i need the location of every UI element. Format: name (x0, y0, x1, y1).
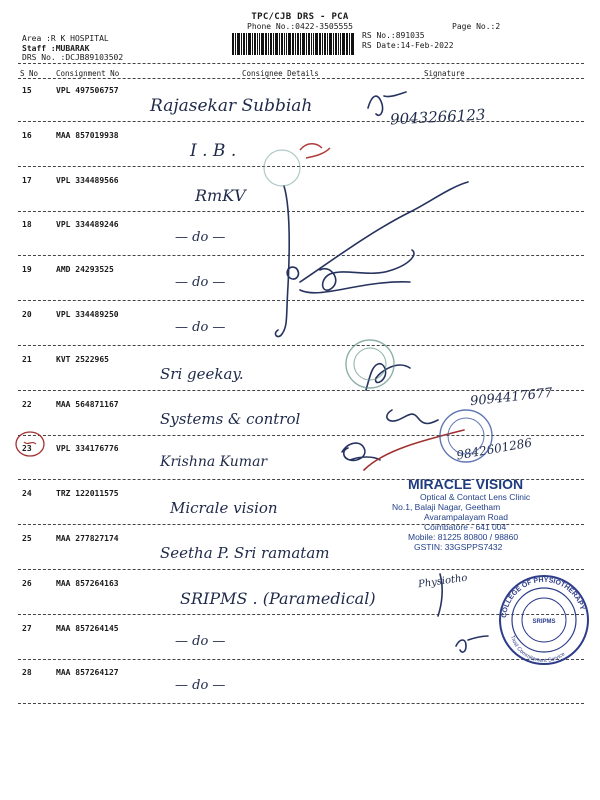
row-sno: 16 (22, 131, 32, 140)
row-consignee-handwritten: RmKV (195, 186, 246, 205)
row-sno: 28 (22, 668, 32, 677)
row-consignee-handwritten: — do — (175, 678, 226, 693)
col-sno: S No (20, 69, 39, 78)
row-consignment-number: KVT 2522965 (56, 355, 109, 364)
row-consignee-handwritten: Rajasekar Subbiah (150, 96, 313, 116)
seal-inner-text: SRIPMS (532, 619, 556, 625)
rs-date: RS Date:14-Feb-2022 (362, 40, 454, 50)
area-label: Area :R K HOSPITAL (22, 34, 109, 43)
row-consignee-handwritten: Sri geekay. (160, 365, 244, 383)
row-consignment-number: AMD 24293525 (56, 265, 114, 274)
row-consignment-number: VPL 334489246 (56, 220, 119, 229)
row-consignment-number: TRZ 122011575 (56, 489, 119, 498)
row-consignee-handwritten: Micrale vision (170, 499, 278, 517)
row-consignment-number: VPL 334489250 (56, 310, 119, 319)
row-sno: 18 (22, 220, 32, 229)
row-consignment-number: MAA 857264145 (56, 624, 119, 633)
row-consignee-handwritten: — do — (175, 634, 226, 649)
stamp-line-1: Optical & Contact Lens Clinic (420, 492, 531, 502)
row-sno: 25 (22, 534, 32, 543)
row-consignment-number: MAA 857264127 (56, 668, 119, 677)
row-consignment-number: VPL 334489566 (56, 176, 119, 185)
stamp-line-6: GSTIN: 33GSPPS7432 (414, 542, 503, 552)
row-consignment-number: MAA 277827174 (56, 534, 119, 543)
row-sno: 27 (22, 624, 32, 633)
row-consignee-handwritten: I . B . (190, 141, 237, 161)
row-sno: 15 (22, 86, 32, 95)
seal-bottom-text: Trust Commitement Service (508, 634, 567, 665)
row-consignment-number: VPL 334176776 (56, 444, 119, 453)
row-sno: 21 (22, 355, 32, 364)
col-signature: Signature (424, 69, 465, 78)
row-consignee-handwritten: — do — (175, 230, 226, 245)
seal-outer-text: COLLEGE OF PHYSIOTHERAPY (501, 576, 586, 619)
stamp-line-3: Avarampalayam Road (424, 512, 508, 522)
row-consignee-handwritten: — do — (175, 320, 226, 335)
rs-number: RS No.:891035 (362, 31, 425, 40)
row-sno: 24 (22, 489, 32, 498)
handwritten-physio: Physiotho (417, 572, 469, 591)
phone-number: Phone No.:0422-3505555 (247, 22, 353, 31)
row-consignee-handwritten: — do — (175, 275, 226, 290)
svg-text:Trust Commitement Service (509, 635, 566, 664)
stamp-line-4: Coimbatore - 641 004 (424, 522, 507, 532)
document-title: TPC/CJB DRS - PCA (251, 12, 349, 22)
stamp-name: MIRACLE VISION (408, 476, 524, 492)
row-consignee-handwritten: Krishna Kumar (160, 454, 268, 470)
row-consignment-number: MAA 564871167 (56, 400, 119, 409)
row-sno: 23 (22, 444, 32, 453)
col-consignee: Consignee Details (242, 69, 319, 78)
row-consignee-handwritten: SRIPMS . (Paramedical) (180, 589, 376, 608)
handwritten-phone-3: 9842601286 (455, 435, 533, 463)
row-consignment-number: MAA 857019938 (56, 131, 119, 140)
stamp-line-2: No.1, Balaji Nagar, Geetham (392, 502, 501, 512)
row-sno: 26 (22, 579, 32, 588)
handwritten-phone-1: 9043266123 (389, 105, 486, 129)
handwritten-phone-2: 9094417677 (469, 385, 554, 410)
row-sno: 19 (22, 265, 32, 274)
drs-number: DRS No. :DCJB89103502 (22, 53, 124, 62)
row-consignment-number: MAA 857264163 (56, 579, 119, 588)
row-sno: 17 (22, 176, 32, 185)
row-consignment-number: VPL 497506757 (56, 86, 119, 95)
staff-label: Staff :MUBARAK (22, 43, 90, 53)
row-consignee-handwritten: Systems & control (160, 410, 301, 428)
stamp-line-5: Mobile: 81225 80800 / 98860 (408, 532, 519, 542)
row-sno: 22 (22, 400, 32, 409)
col-consignment: Consignment No (56, 69, 120, 78)
row-consignee-handwritten: Seetha P. Sri ramatam (160, 544, 330, 562)
page-number: Page No.:2 (452, 22, 501, 31)
svg-text:COLLEGE OF PHYSIOTHERAPY (501, 577, 586, 618)
row-sno: 20 (22, 310, 32, 319)
